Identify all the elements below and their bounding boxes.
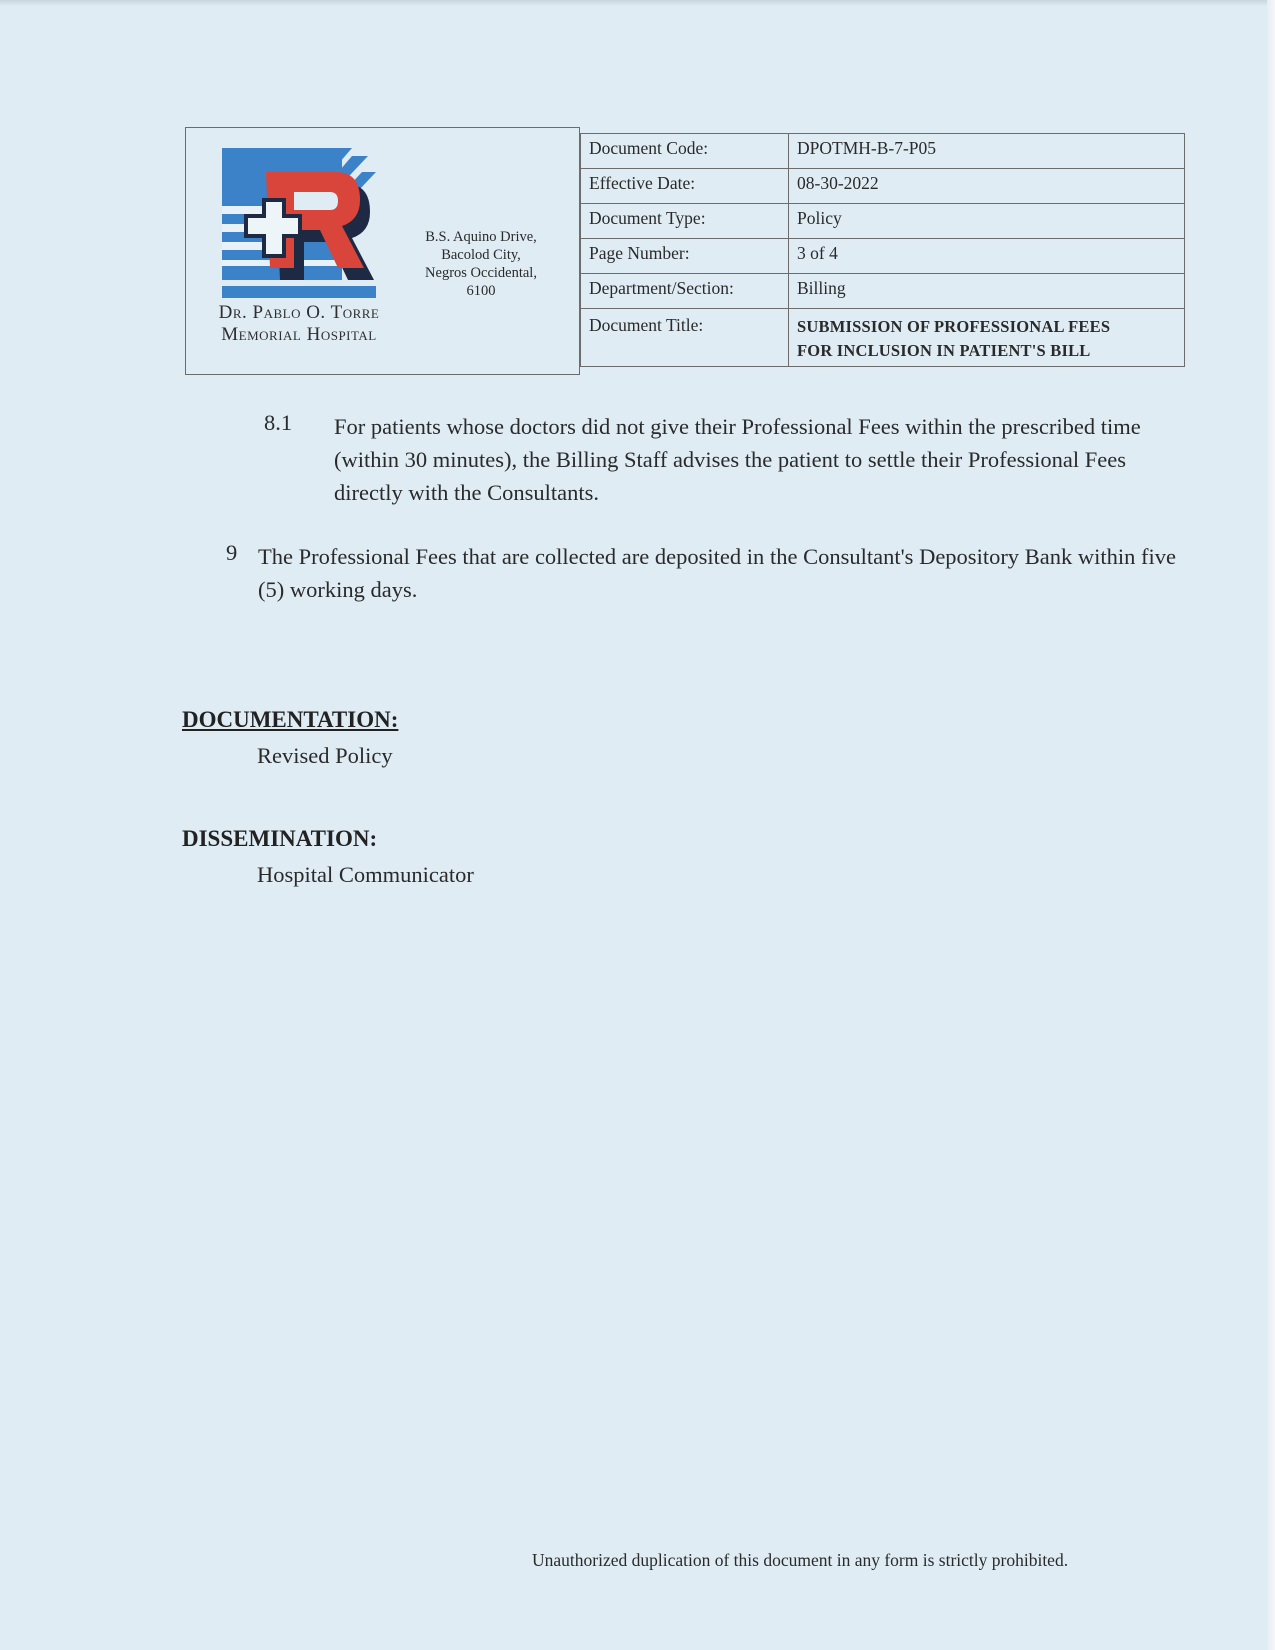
meta-value: 08-30-2022: [789, 169, 1185, 204]
item-text: For patients whose doctors did not give their Professional Fees within the prescribed time (within 30 minutes), the Billing Staff advises the patient to settle their Professional Fees directly with the Consultants.: [334, 414, 1141, 505]
meta-value: DPOTMH-B-7-P05: [789, 134, 1185, 169]
item-text: The Professional Fees that are collected are deposited in the Consultant's Depository Bank within five (5) working days.: [258, 544, 1176, 602]
address-line: 6100: [466, 283, 496, 299]
dissemination-value: Hospital Communicator: [257, 862, 474, 887]
footer-notice: Unauthorized duplication of this document in any form is strictly prohibited.: [532, 1550, 1069, 1570]
documentation-heading: DOCUMENTATION:: [182, 707, 399, 732]
hospital-name-line2: Memorial Hospital: [221, 324, 377, 345]
document-title: [789, 309, 1185, 367]
item-number: 9: [226, 540, 238, 565]
meta-label: Document Type:: [581, 204, 789, 239]
meta-row-page-number: [581, 239, 1185, 274]
document-title-line2: FOR INCLUSION IN PATIENT'S BILL: [797, 341, 1091, 360]
hospital-logo-icon: [222, 148, 376, 298]
meta-value: Policy: [789, 204, 1185, 239]
meta-label: Document Title:: [581, 309, 789, 367]
address-line: Bacolod City,: [441, 247, 521, 263]
meta-row-document-title: [581, 309, 1185, 367]
document-header: [185, 127, 1185, 378]
meta-label: Effective Date:: [581, 169, 789, 204]
meta-label: Department/Section:: [581, 274, 789, 309]
address-line: B.S. Aquino Drive,: [425, 229, 537, 245]
meta-row-document-type: [581, 204, 1185, 239]
logo-cell: [185, 127, 580, 375]
scan-page-edge: [1267, 0, 1275, 1650]
scan-top-shade: [0, 0, 1275, 6]
document-meta-table: [580, 133, 1185, 367]
meta-row-effective-date: [581, 169, 1185, 204]
meta-value: 3 of 4: [789, 239, 1185, 274]
meta-row-department: [581, 274, 1185, 309]
hospital-name-line1: Dr. Pablo O. Torre: [218, 302, 380, 323]
meta-label: Document Code:: [581, 134, 789, 169]
hospital-name: [194, 302, 404, 346]
meta-label: Page Number:: [581, 239, 789, 274]
hospital-address: [406, 228, 556, 300]
document-title-line1: SUBMISSION OF PROFESSIONAL FEES: [797, 317, 1111, 336]
meta-value: Billing: [789, 274, 1185, 309]
dissemination-heading: DISSEMINATION:: [182, 826, 378, 851]
item-number: 8.1: [264, 410, 293, 435]
documentation-value: Revised Policy: [257, 743, 393, 768]
meta-row-document-code: [581, 134, 1185, 169]
address-line: Negros Occidental,: [425, 265, 537, 281]
